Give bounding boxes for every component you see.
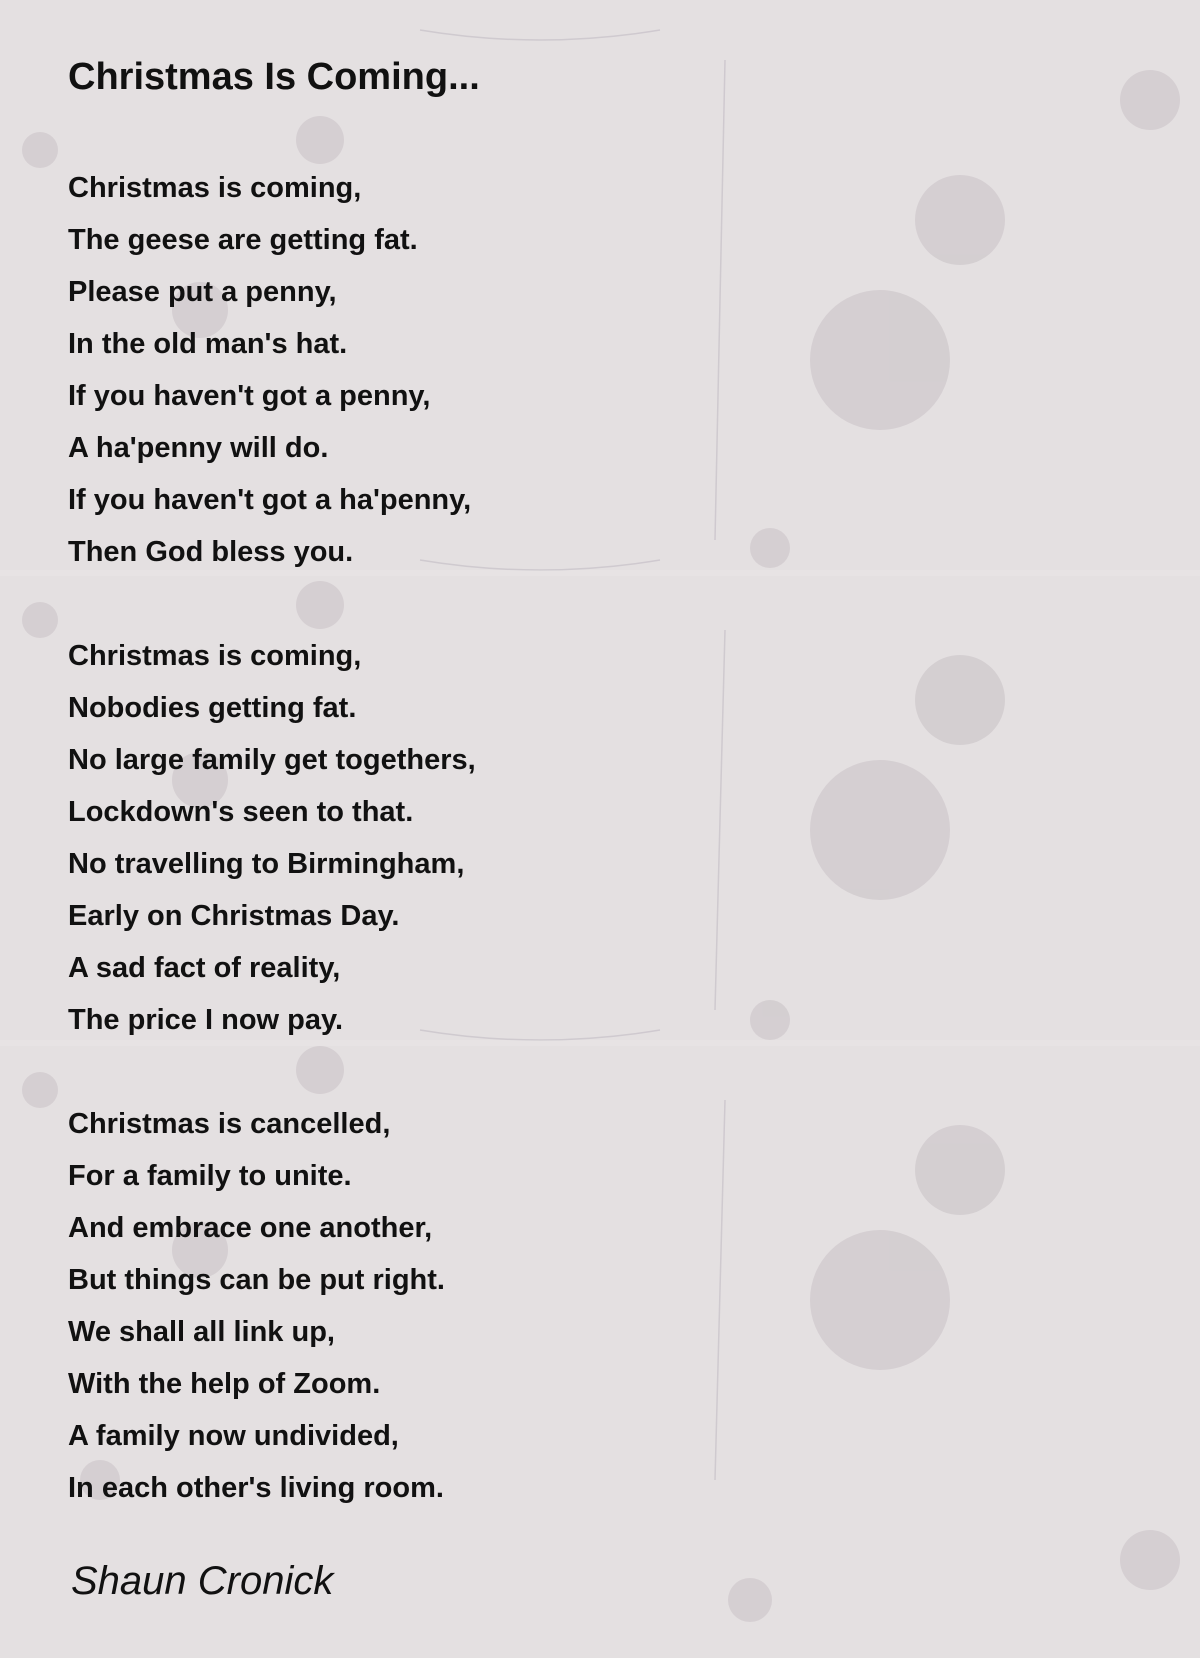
poem-line: The geese are getting fat. bbox=[68, 224, 418, 256]
stanza-3 bbox=[68, 1108, 1128, 1552]
poem-line: Then God bless you. bbox=[68, 536, 354, 568]
poem-title: Christmas Is Coming... bbox=[68, 56, 480, 98]
poem-line: And embrace one another, bbox=[68, 1212, 433, 1244]
poem-line: No large family get togethers, bbox=[68, 744, 476, 776]
poem-line: Lockdown's seen to that. bbox=[68, 796, 414, 828]
poem-line: Please put a penny, bbox=[68, 276, 337, 308]
stanza-1 bbox=[68, 172, 1128, 616]
poem-line: Nobodies getting fat. bbox=[68, 692, 357, 724]
poem-author: Shaun Cronick bbox=[71, 1559, 334, 1603]
poem-line: Christmas is coming, bbox=[68, 172, 362, 204]
poem-line: We shall all link up, bbox=[68, 1316, 335, 1348]
poem-line: A ha'penny will do. bbox=[68, 432, 329, 464]
poem-line: For a family to unite. bbox=[68, 1160, 352, 1192]
poem-line: In each other's living room. bbox=[68, 1472, 444, 1504]
poem-container bbox=[68, 52, 1128, 1604]
poem-line: But things can be put right. bbox=[68, 1264, 445, 1296]
poem-line: If you haven't got a ha'penny, bbox=[68, 484, 472, 516]
poem-line: Christmas is cancelled, bbox=[68, 1108, 391, 1140]
poem-line: In the old man's hat. bbox=[68, 328, 348, 360]
poem-line: If you haven't got a penny, bbox=[68, 380, 431, 412]
poem-line: The price I now pay. bbox=[68, 1004, 344, 1036]
poem-line: No travelling to Birmingham, bbox=[68, 848, 465, 880]
poem-body bbox=[68, 172, 1128, 1552]
poem-line: Early on Christmas Day. bbox=[68, 900, 400, 932]
poem-line: With the help of Zoom. bbox=[68, 1368, 381, 1400]
poem-line: A sad fact of reality, bbox=[68, 952, 341, 984]
poem-line: Christmas is coming, bbox=[68, 640, 362, 672]
poem-line: A family now undivided, bbox=[68, 1420, 399, 1452]
stanza-2 bbox=[68, 640, 1128, 1084]
